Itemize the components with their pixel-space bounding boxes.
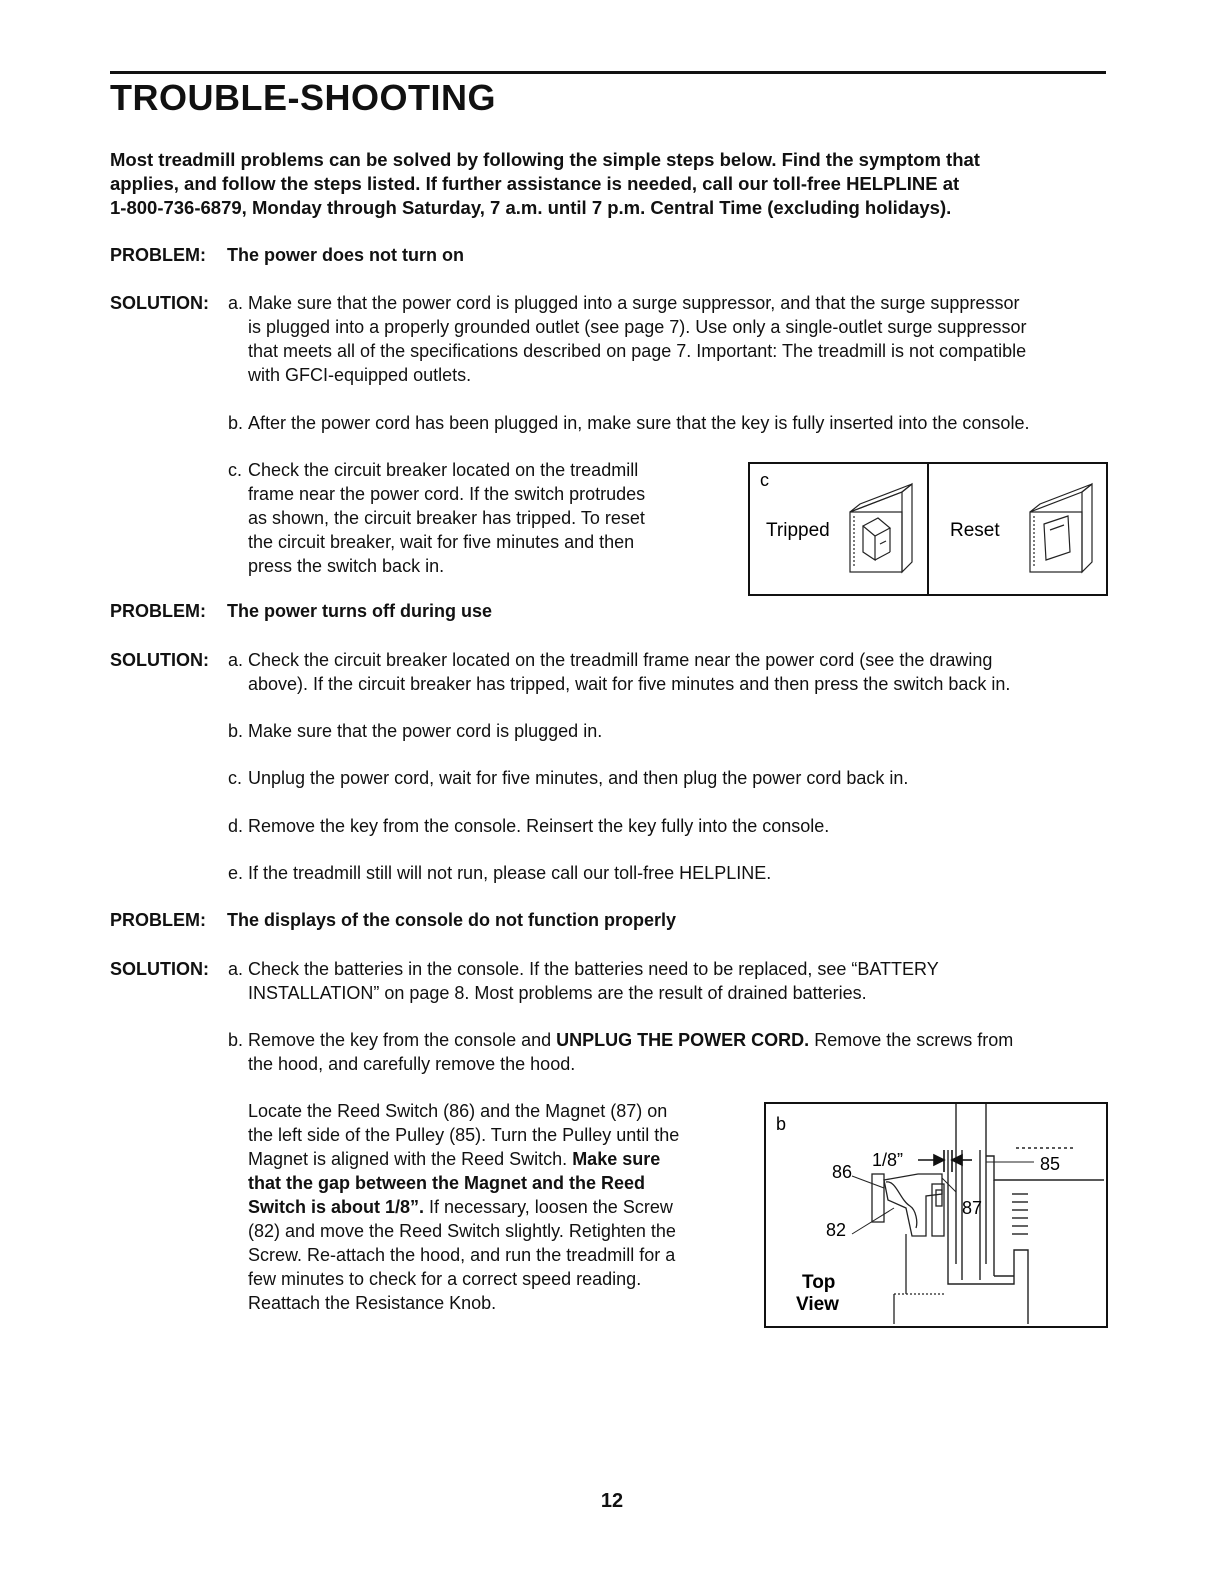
step-line: If the treadmill still will not run, please call our toll-free HELPLINE.	[248, 863, 772, 883]
detail-line: Locate the Reed Switch (86) and the Magnet (87) on	[248, 1101, 668, 1121]
detail-line	[248, 1147, 679, 1171]
detail-bold: that the gap between the Magnet and the Reed	[248, 1173, 646, 1193]
detail-bold: Switch is about 1/8”.	[248, 1197, 425, 1217]
problem-heading-2	[110, 599, 492, 623]
detail-line: Screw. Re-attach the hood, and run the treadmill for a	[248, 1245, 676, 1265]
magnet-callout: 87	[962, 1198, 983, 1218]
step-text	[248, 766, 908, 790]
step-line: is plugged into a properly grounded outlet (see page 7). Use only a single-outlet surge suppressor	[248, 317, 1027, 337]
reset-switch-icon	[1030, 484, 1092, 572]
step-text	[248, 1028, 1013, 1076]
problem-title: The power does not turn on	[227, 245, 464, 265]
tripped-switch-icon	[850, 484, 912, 572]
reset-label: Reset	[950, 520, 1000, 541]
figure-letter: b	[776, 1114, 787, 1134]
step-line: Make sure that the power cord is plugged in.	[248, 721, 603, 741]
step-text	[248, 291, 1026, 387]
step-text-run: Remove the screws from	[809, 1030, 1014, 1050]
detail-line	[248, 1171, 679, 1195]
step-line: Remove the key from the console. Reinsert the key fully into the console.	[248, 816, 830, 836]
problem-label: PROBLEM:	[110, 245, 206, 265]
step-line: that meets all of the specifications described on page 7. Important: The treadmill is not compatible	[248, 341, 1027, 361]
title-rule	[110, 71, 1106, 74]
detail-line: few minutes to check for a correct speed reading.	[248, 1269, 642, 1289]
step-text-run: Remove the key from the console and	[248, 1030, 557, 1050]
step-line: INSTALLATION” on page 8. Most problems are the result of drained batteries.	[248, 983, 867, 1003]
problem-label: PROBLEM:	[110, 601, 206, 621]
page-number: 12	[600, 1490, 624, 1512]
solution-label: SOLUTION:	[110, 650, 209, 670]
gap-arrows	[918, 1150, 972, 1172]
callout-leaders	[852, 1162, 1034, 1234]
step-text	[248, 648, 1010, 696]
step-marker: b.	[228, 413, 244, 433]
step-line: Check the circuit breaker located on the treadmill frame near the power cord (see the drawing	[248, 650, 993, 670]
view-label: View	[796, 1294, 839, 1315]
detail-bold: Make sure	[572, 1149, 661, 1169]
pulley-callout: 85	[1040, 1154, 1061, 1174]
problem-title: The displays of the console do not function properly	[227, 910, 677, 930]
unplug-warning: UNPLUG THE POWER CORD.	[556, 1030, 810, 1050]
step-text	[248, 719, 602, 743]
reed-switch-instructions	[248, 1099, 679, 1315]
step-marker: b.	[228, 721, 244, 741]
step-line: as shown, the circuit breaker has tripped. To reset	[248, 508, 645, 528]
intro-line: 1-800-736-6879, Monday through Saturday, 7 a.m. until 7 p.m. Central Time (excluding holidays).	[110, 197, 952, 218]
screw-callout: 82	[826, 1220, 847, 1240]
figure-letter: c	[760, 470, 769, 490]
tripped-label: Tripped	[766, 520, 830, 541]
problem-heading-1	[110, 243, 464, 267]
step-line: the circuit breaker, wait for five minutes and then	[248, 532, 635, 552]
step-marker: d.	[228, 816, 244, 836]
circuit-breaker-figure	[748, 462, 1108, 596]
step-text	[248, 458, 645, 578]
step-line: with GFCI-equipped outlets.	[248, 365, 472, 385]
detail-run: If necessary, loosen the Screw	[424, 1197, 673, 1217]
detail-line: Reattach the Resistance Knob.	[248, 1293, 497, 1313]
problem-title: The power turns off during use	[227, 601, 492, 621]
step-marker: a.	[228, 293, 244, 313]
step-line: Check the batteries in the console. If the batteries need to be replaced, see “BATTERY	[248, 959, 939, 979]
step-line: above). If the circuit breaker has tripped, wait for five minutes and then press the switch back in.	[248, 674, 1011, 694]
step-marker: e.	[228, 863, 244, 883]
step-marker: b.	[228, 1030, 244, 1050]
problem-heading-3	[110, 908, 676, 932]
reed-switch-callout: 86	[832, 1162, 853, 1182]
detail-line: the left side of the Pulley (85). Turn the Pulley until the	[248, 1125, 680, 1145]
step-line: Make sure that the power cord is plugged into a surge suppressor, and that the surge suppressor	[248, 293, 1020, 313]
step-marker: a.	[228, 959, 244, 979]
step-line: Check the circuit breaker located on the treadmill	[248, 460, 639, 480]
detail-run: Magnet is aligned with the Reed Switch.	[248, 1149, 573, 1169]
detail-line: (82) and move the Reed Switch slightly. Retighten the	[248, 1221, 676, 1241]
step-line: After the power cord has been plugged in, make sure that the key is fully inserted into the console.	[248, 413, 1030, 433]
step-line	[248, 1028, 1013, 1052]
solution-label: SOLUTION:	[110, 293, 209, 313]
top-label: Top	[802, 1272, 836, 1293]
step-text	[248, 861, 771, 885]
circuit-breaker-drawing	[750, 464, 1106, 594]
intro-paragraph	[110, 148, 1110, 220]
detail-line	[248, 1195, 679, 1219]
step-line: the hood, and carefully remove the hood.	[248, 1054, 576, 1074]
problem-label: PROBLEM:	[110, 910, 206, 930]
step-text	[248, 411, 1029, 435]
step-marker: c.	[228, 768, 243, 788]
step-line: press the switch back in.	[248, 556, 445, 576]
intro-line: Most treadmill problems can be solved by following the simple steps below. Find the symptom that	[110, 149, 980, 170]
reed-switch-figure	[764, 1102, 1108, 1328]
step-line: Unplug the power cord, wait for five minutes, and then plug the power cord back in.	[248, 768, 909, 788]
step-marker: a.	[228, 650, 244, 670]
step-marker: c.	[228, 460, 243, 480]
step-text	[248, 814, 829, 838]
gap-label: 1/8”	[872, 1150, 904, 1170]
reed-switch-body	[872, 1174, 946, 1324]
reed-switch-drawing	[766, 1104, 1106, 1326]
step-line: frame near the power cord. If the switch protrudes	[248, 484, 646, 504]
solution-label: SOLUTION:	[110, 959, 209, 979]
step-text	[248, 957, 939, 1005]
page-title: TROUBLE-SHOOTING	[110, 77, 496, 118]
intro-line: applies, and follow the steps listed. If further assistance is needed, call our toll-free HELPLINE at	[110, 173, 960, 194]
